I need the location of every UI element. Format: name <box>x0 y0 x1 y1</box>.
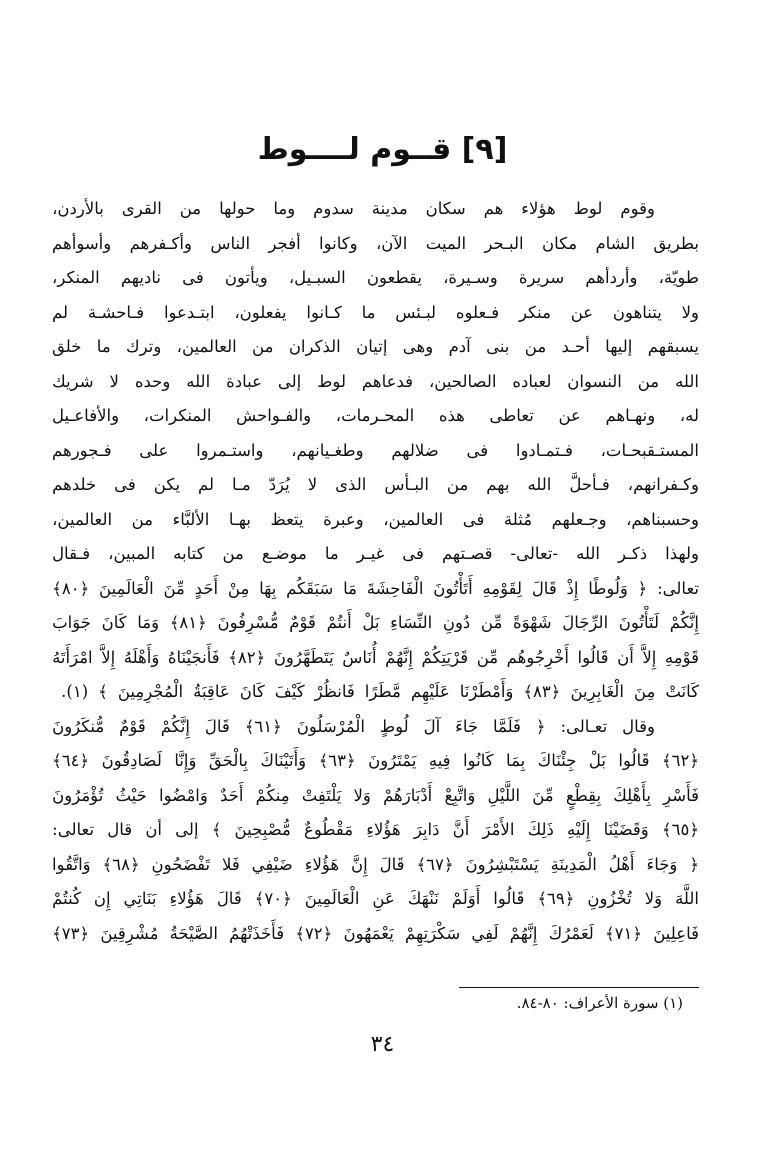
text-line: بطريق الشام مكان البـحر الميت الآن، وكانوا أفجر الناس وأكـفرهم وأسوأهم <box>52 233 699 253</box>
text-line: وحسبناهم، وجـعلهم مُثلة فى العالمين، وعبرة يتعظ بهـا الألبَّاء من العالمين، <box>52 509 699 529</box>
verse-line: ﴿٦٥﴾ وَقَضَيْنَا إِلَيْهِ ذَلِكَ الأَمْرَ أَنَّ دَابِرَ هَؤُلاءِ مَقْطُوعٌ مُّصْبِحِينَ ﴾ إلى أن قال تعالى: <box>52 820 699 839</box>
text-line: ولهذا ذكـر الله -تعالى- قصـتهم فى غيـر ما موضـع من كتابه المبين، فـقال <box>52 544 699 563</box>
verse-line: قَوْمِهِ إِلاَّ أَن قَالُوا أَخْرِجُوهُم مِّن قَرْيَتِكُمْ إِنَّهُمْ أُنَاسٌ يَتَطَهَّرُونَ ﴿٨٢﴾ فَأَنجَيْنَاهُ وَأَهْلَهُ إِلاَّ امْرَأَتَهُ <box>52 647 699 667</box>
verse-line: فَأَسْرِ بِأَهْلِكَ بِقِطْعٍ مِّنَ اللَّيْلِ وَاتَّبِعْ أَدْبَارَهُمْ وَلا يَلْتَفِتْ مِنكُمْ أَحَدٌ وَامْضُوا حَيْثُ تُؤْمَرُونَ <box>52 785 699 805</box>
text-line: طويّة، وأردأهم سريرة وسـيرة، يقطعون السبـيل، ويأتون فى ناديهم المنكر، <box>52 268 699 287</box>
verse-line: تعالى: ﴿ وَلُوطًا إِذْ قَالَ لِقَوْمِهِ أَتَأْتُونَ الْفَاحِشَةَ مَا سَبَقَكُم بِهَا مِنْ أَحَدٍ مِّنَ الْعَالَمِينَ ﴿٨٠﴾ <box>52 578 699 598</box>
text-line: وكـفرانهم، فـأحلَّ الله بهم من البـأس الذى لا يُرَدّ مـا لم يكن فى خلدهم <box>52 475 699 494</box>
text-line: ولا يتناهون عن منكر فـعلوه لبـئس ما كـانوا يفعلون، ابتـدعوا فـاحشـة لم <box>52 302 699 322</box>
body-text <box>52 192 699 951</box>
verse-line: ﴿ وَجَاءَ أَهْلُ الْمَدِينَةِ يَسْتَبْشِرُونَ ﴿٦٧﴾ قَالَ إِنَّ هَؤُلاءِ ضَيْفِي فَلا تَفْضَحُونِ ﴿٦٨﴾ وَاتَّقُوا <box>52 854 699 874</box>
chapter-title: [٩] قــوم لــــوط <box>257 132 508 167</box>
text-line: المستـقبحـات، فـتمـادوا فى ضلالهم وطغـيانهم، واستـمروا على فـجورهم <box>52 440 699 460</box>
text-line: الله من النسوان لعباده الصالحين، فدعاهم لوط إلى عبادة الله وحده لا شريك <box>52 371 699 391</box>
footnote-separator <box>459 987 699 988</box>
text-line: له، ونهـاهم عن تعاطى هذه المحـرمات، والفـواحش المنكرات، والأفاعـيل <box>52 406 699 425</box>
verse-line: إِنَّكُمْ لَتَأْتُونَ الرِّجَالَ شَهْوَةً مِّن دُونِ النِّسَاءِ بَلْ أَنتُمْ قَوْمٌ مُّسْرِفُونَ ﴿٨١﴾ وَمَا كَانَ جَوَابَ <box>52 613 699 632</box>
text-line: يسبقهم إليها أحـد من بنى آدم وهى إتيان الذكران من العالمين، وترك ما خلق <box>52 337 699 356</box>
text-line: وقوم لوط هؤلاء هم سكان مدينة سدوم وما حولها من القرى بالأردن، <box>52 199 655 218</box>
page-number: ٣٤ <box>370 1032 395 1057</box>
verse-line: كَانَتْ مِنَ الْغَابِرِينَ ﴿٨٣﴾ وَأَمْطَرْنَا عَلَيْهِم مَّطَرًا فَانظُرْ كَيْفَ كَانَ عَاقِبَةُ الْمُجْرِمِينَ ﴾ (١). <box>61 682 699 701</box>
verse-line: وقال تعـالى: ﴿ فَلَمَّا جَاءَ آلَ لُوطٍ الْمُرْسَلُونَ ﴿٦١﴾ قَالَ إِنَّكُمْ قَوْمٌ مُّنكَرُونَ <box>52 716 655 736</box>
verse-line: ﴿٦٢﴾ قَالُوا بَلْ جِئْنَاكَ بِمَا كَانُوا فِيهِ يَمْتَرُونَ ﴿٦٣﴾ وَأَتَيْنَاكَ بِالْحَقِّ وَإِنَّا لَصَادِقُونَ ﴿٦٤﴾ <box>52 751 699 770</box>
verse-line: اللَّهَ وَلا تُخْزُونِ ﴿٦٩﴾ قَالُوا أَوَلَمْ نَنْهَكَ عَنِ الْعَالَمِينَ ﴿٧٠﴾ قَالَ هَؤُلاءِ بَنَاتِي إِن كُنتُمْ <box>52 889 699 908</box>
footnote: (١) سورة الأعراف: ٨٠-٨٤. <box>516 994 683 1012</box>
verse-line: فَاعِلِينَ ﴿٧١﴾ لَعَمْرُكَ إِنَّهُمْ لَفِي سَكْرَتِهِمْ يَعْمَهُونَ ﴿٧٢﴾ فَأَخَذَتْهُمُ الصَّيْحَةُ مُشْرِقِينَ ﴿٧٣﴾ <box>52 923 699 943</box>
